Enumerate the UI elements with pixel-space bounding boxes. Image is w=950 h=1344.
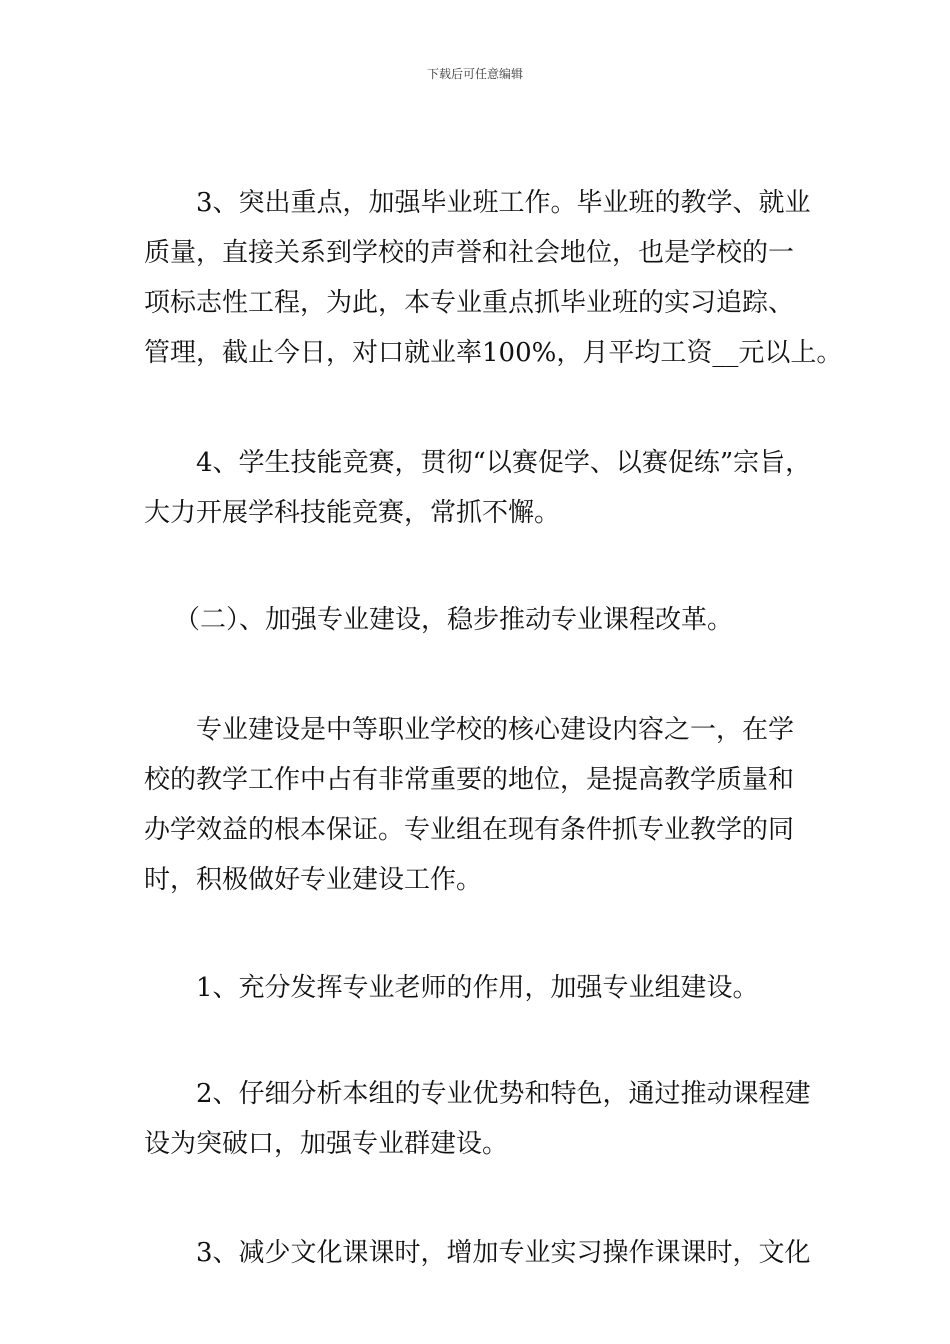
page-header: 下载后可任意编辑 <box>426 67 523 81</box>
text-line: 3、减少文化课课时，增加专业实习操作课课时，文化 <box>196 1238 811 1268</box>
paragraph-item-3 <box>144 1228 810 1278</box>
paragraph-spacer <box>144 378 810 438</box>
text-line: 2、仔细分析本组的专业优势和特色，通过推动课程建 <box>196 1079 811 1109</box>
text-line: （二）、加强专业建设，稳步推动专业课程改革。 <box>174 605 734 635</box>
text-line: 1、充分发挥专业老师的作用，加强专业组建设。 <box>196 973 759 1003</box>
text-line: 质量，直接关系到学校的声誉和社会地位，也是学校的一 <box>144 238 795 268</box>
paragraph-major-construction <box>144 705 810 905</box>
text-line: 办学效益的根本保证。专业组在现有条件抓专业教学的同 <box>144 815 795 845</box>
paragraph-spacer <box>144 1013 810 1069</box>
paragraph-spacer <box>144 538 810 595</box>
section-heading <box>144 595 810 645</box>
text-line: 设为突破口，加强专业群建设。 <box>144 1129 509 1159</box>
paragraph-spacer <box>144 905 810 963</box>
paragraph-item-2 <box>144 1069 810 1169</box>
text-line: 专业建设是中等职业学校的核心建设内容之一，在学 <box>196 715 795 745</box>
paragraph-spacer <box>144 645 810 705</box>
text-line: 校的教学工作中占有非常重要的地位，是提高教学质量和 <box>144 765 795 795</box>
text-line: 3、突出重点，加强毕业班工作。毕业班的教学、就业 <box>196 188 811 218</box>
document-body <box>144 178 843 1278</box>
text-line: 4、学生技能竞赛，贯彻“以赛促学、以赛促练”宗旨， <box>196 448 812 478</box>
text-line: 项标志性工程，为此，本专业重点抓毕业班的实习追踪、 <box>144 288 795 318</box>
paragraph-spacer <box>144 1169 810 1228</box>
text-line: 大力开展学科技能竞赛，常抓不懈。 <box>144 498 561 528</box>
paragraph-skills-competition <box>144 438 810 538</box>
text-line: 时，积极做好专业建设工作。 <box>144 865 483 895</box>
paragraph-graduating-class <box>144 178 843 378</box>
paragraph-item-1 <box>144 963 810 1013</box>
text-line: 管理，截止今日，对口就业率100%，月平均工资__元以上。 <box>144 338 843 368</box>
